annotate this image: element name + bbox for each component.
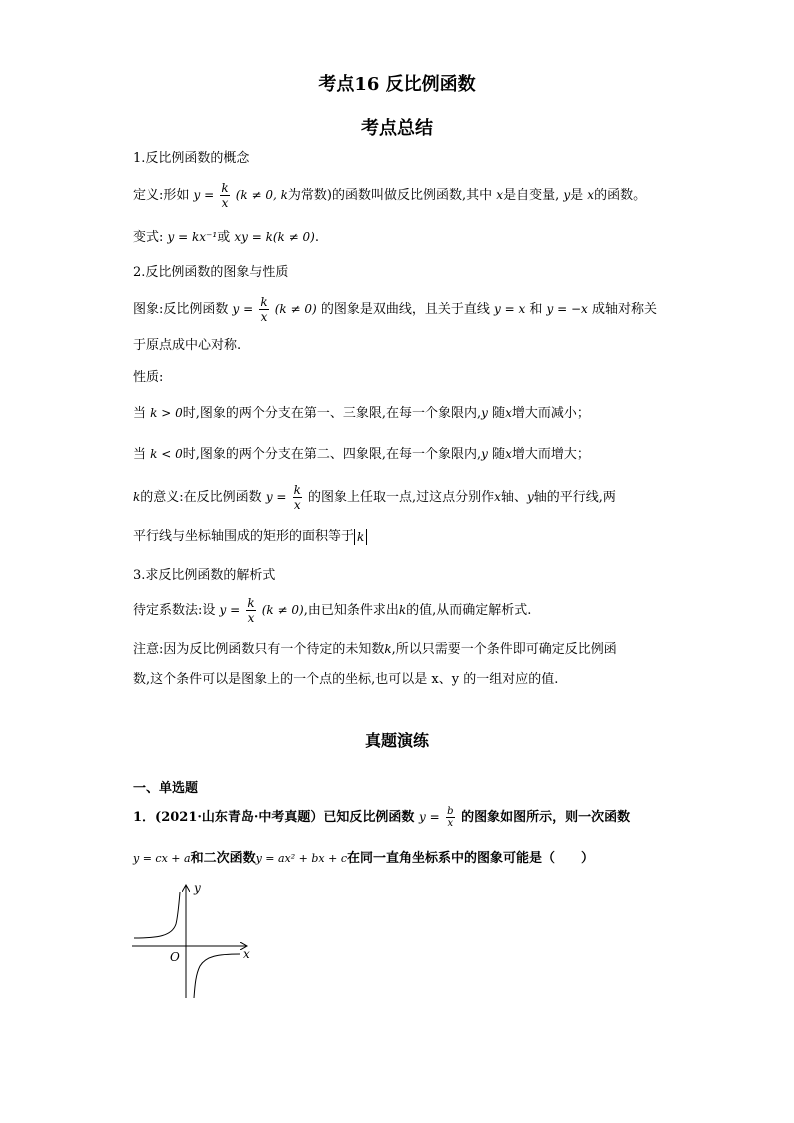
fraction-k-over-x: $\frac{k}{x}$ [260,295,268,324]
k-meaning-line: k的意义:在反比例函数 y = $\frac{k}{x}$ 的图象上任取一点,过这点分别作x轴、y轴的平行线,两 [133,483,616,512]
fraction-k-over-x: $\frac{k}{x}$ [221,181,229,210]
method-line: 待定系数法:设 y = $\frac{k}{x}$ (k ≠ 0),由已知条件求出k的值,从而确定解析式. [133,596,532,625]
property-k-negative: 当 k < 0时,图象的两个分支在第二、四象限,在每一个象限内,y 随x增大而增大； [133,447,590,462]
page-title: 考点16 反比例函数 [318,74,476,95]
y-axis-label: y [194,881,201,895]
graph-description-line2: 于原点成中心对称. [133,338,242,353]
property-k-positive: 当 k > 0时,图象的两个分支在第一、三象限,在每一个象限内,y 随x增大而减小； [133,406,590,421]
section2-heading: 2.反比例函数的图象与性质 [133,265,289,280]
hyperbola-graph [128,880,258,1002]
absolute-k: k [354,529,367,545]
question-type-heading: 一、单选题 [133,781,199,796]
question-1-line1: 1．(2021·山东青岛·中考真题）已知反比例函数 y = $\frac{b}{x}$ 的图象如图所示，则一次函数 [133,806,631,829]
hyperbola-branch-lower-right [194,954,240,998]
hyperbola-branch-upper-left [134,892,180,938]
graph-description-line: 图象:反比例函数 y = $\frac{k}{x}$ (k ≠ 0) 的图象是双曲线，且关于直线 y = x 和 y = −x 成轴对称关 [133,295,657,324]
note-line2: 数,这个条件可以是图象上的一个点的坐标,也可以是 x、y 的一组对应的值. [133,672,559,687]
note-line: 注意:因为反比例函数只有一个待定的未知数k,所以只需要一个条件即可确定反比例函 [133,642,617,657]
summary-heading: 考点总结 [361,118,433,139]
definition-line: 定义:形如 y = $\frac{k}{x}$ (k ≠ 0, k为常数)的函数叫做反比例函数,其中 x是自变量, y是 x的函数。 [133,181,647,210]
properties-heading: 性质: [133,370,164,385]
section3-heading: 3.求反比例函数的解析式 [133,568,276,583]
section1-heading: 1.反比例函数的概念 [133,151,250,166]
k-meaning-line2: 平行线与坐标轴围成的矩形的面积等于 k [133,528,663,546]
variant-line: 变式: y = kx⁻¹或 xy = k(k ≠ 0). [133,230,319,245]
fraction-b-over-x: $\frac{b}{x}$ [447,806,454,829]
origin-label: O [170,950,180,964]
fraction-k-over-x: $\frac{k}{x}$ [247,596,255,625]
question-1-line2: y = cx + a和二次函数y = ax² + bx + c在同一直角坐标系中的图象可能是（ ） [133,851,595,866]
fraction-k-over-x: $\frac{k}{x}$ [293,483,301,512]
x-axis-label: x [243,947,250,961]
practice-heading: 真题演练 [364,731,429,750]
